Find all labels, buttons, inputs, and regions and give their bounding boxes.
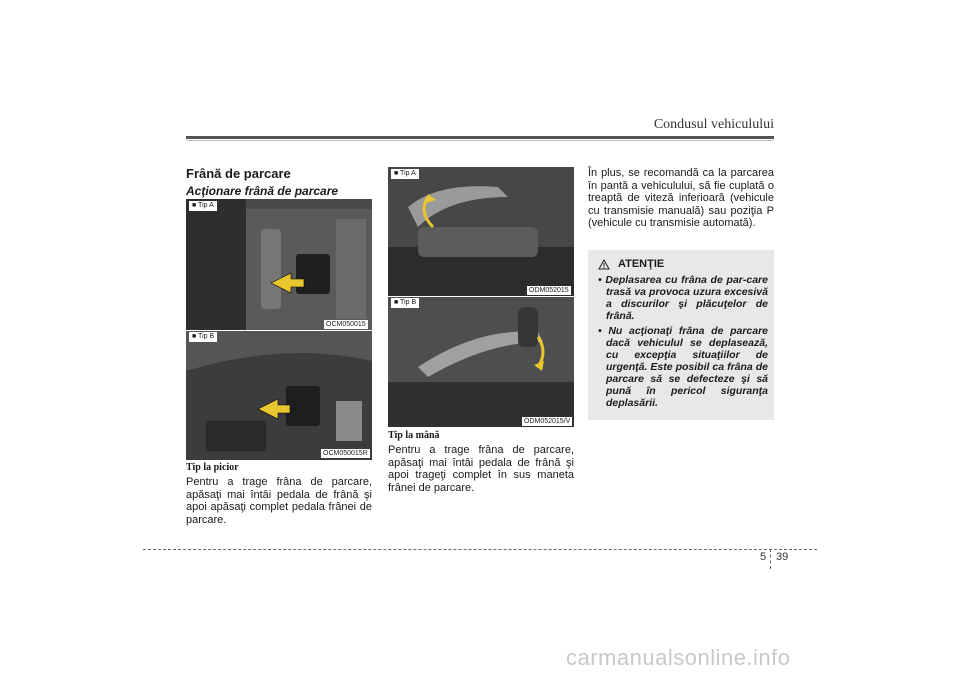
section-subtitle: Acţionare frână de parcare (186, 184, 339, 198)
chapter-number: 5 (760, 551, 767, 563)
foot-type-lead: Tip la picior (186, 462, 239, 473)
photo-code: ODM052015 (529, 287, 569, 294)
warning-title: ATENŢIE (618, 258, 665, 270)
warning-item: • Nu acţionaţi frâna de parcare dacă vehiculul se deplasează, cu excepţia situaţiilor de urgenţă. Este posibil ca frâna de parcare să se defecteze şi să pună în pericol siguranţa deplasării. (598, 325, 769, 409)
photo-tag: ■ Tip B (189, 332, 217, 342)
page-number-separator (770, 549, 771, 569)
watermark: carmanualsonline.info (566, 645, 791, 670)
hand-type-text: Pentru a trage frâna de parcare, apăsaţi mai întâi pedala de frână şi apoi trageţi complet în sus maneta frânei de parcare. (388, 444, 574, 494)
foot-type-block (186, 462, 372, 526)
photo-code: OCM050015 (326, 321, 366, 328)
photo-tag: ■ Tip A (391, 169, 419, 179)
foot-type-text: Pentru a trage frâna de parcare, apăsaţi mai întâi pedala de frână şi apoi apăsaţi complet pedala frânei de parcare. (186, 476, 372, 526)
photo-code: ODM052015/V (524, 418, 571, 425)
page-number: 39 (776, 551, 789, 563)
warning-triangle-icon (598, 259, 610, 270)
slope-parking-text: În plus, se recomandă ca la parcarea în pantă a vehiculului, să fie cuplată o treaptă de viteză inferioară (vehicule cu transmisie manuală) sau poziţia P (vehicule cu transmisie automată). (588, 167, 774, 229)
photo-hand-type-b (388, 297, 574, 427)
running-header: Condusul vehiculului (653, 117, 774, 132)
photo-tag: ■ Tip B (391, 298, 419, 308)
photo-foot-type-b (186, 331, 372, 460)
section-title: Frână de parcare (186, 166, 291, 181)
header-rule-thin (186, 140, 774, 141)
header-rule (186, 136, 774, 139)
hand-type-lead: Tip la mână (388, 430, 440, 441)
warning-list (596, 274, 768, 409)
hand-type-block (388, 430, 574, 494)
warning-box (588, 250, 774, 420)
warning-item: • Deplasarea cu frâna de par-care trasă va provoca uzura excesivă a discurilor şi plăcuţelor de frână. (598, 274, 768, 322)
photo-hand-type-a (388, 167, 574, 296)
footer-dashed-rule (143, 549, 817, 550)
photo-foot-type-a (186, 199, 372, 330)
photo-code: OCM050015R (323, 450, 368, 457)
photo-tag: ■ Tip A (189, 201, 217, 211)
